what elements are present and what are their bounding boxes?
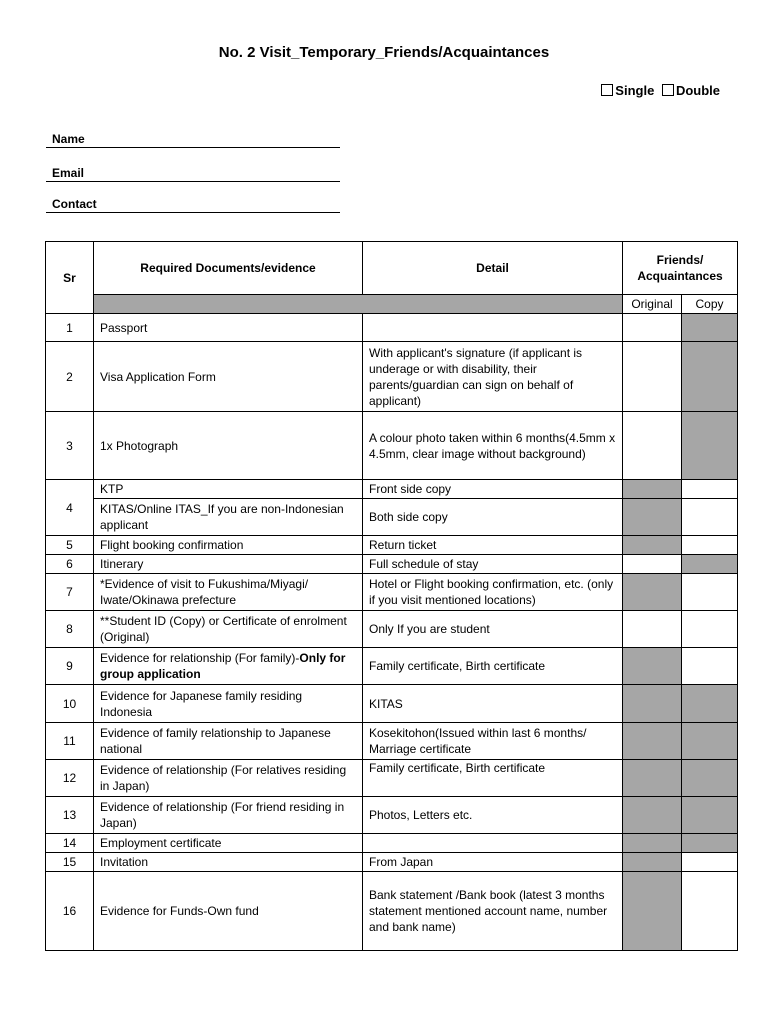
detail-cell: Family certificate, Birth certificate [363,760,623,797]
copy-shaded-cell [682,342,738,412]
table-row [46,834,738,853]
document-cell: *Evidence of visit to Fukushima/Miyagi/ Iwate/Okinawa prefecture [94,574,363,611]
row-number: 14 [46,834,94,853]
double-checkbox[interactable] [662,84,674,96]
detail-cell [363,834,623,853]
original-shaded-cell [623,760,682,797]
document-cell: Itinerary [94,555,363,574]
detail-cell: With applicant's signature (if applicant is underage or with disability, their parents/guardian can sign on behalf of applicant) [363,342,623,412]
table-row [46,536,738,555]
email-label: Email [52,166,85,180]
copy-shaded-cell [682,555,738,574]
document-cell [94,648,363,685]
header-original: Original [623,295,682,314]
table-row [46,760,738,797]
row-number: 7 [46,574,94,611]
table-row [46,499,738,536]
document-cell: Evidence of relationship (For friend residing in Japan) [94,797,363,834]
subheader-row [46,295,738,314]
copy-checkbox-cell[interactable] [682,648,738,685]
row-number: 5 [46,536,94,555]
header-group: Friends/ Acquaintances [623,242,738,295]
copy-checkbox-cell[interactable] [682,611,738,648]
table-row [46,872,738,951]
copy-checkbox-cell[interactable] [682,536,738,555]
row-number: 3 [46,412,94,480]
document-cell: KTP [94,480,363,499]
original-checkbox-cell[interactable] [623,314,682,342]
row-number: 13 [46,797,94,834]
detail-cell: Hotel or Flight booking confirmation, etc. (only if you visit mentioned locations) [363,574,623,611]
copy-shaded-cell [682,834,738,853]
original-shaded-cell [623,536,682,555]
row-number: 15 [46,853,94,872]
detail-cell: A colour photo taken within 6 months(4.5mm x 4.5mm, clear image without background) [363,412,623,480]
copy-shaded-cell [682,412,738,480]
table-row [46,797,738,834]
document-emphasis: Only for group application [100,651,346,681]
row-number: 16 [46,872,94,951]
original-shaded-cell [623,648,682,685]
original-checkbox-cell[interactable] [623,412,682,480]
name-field[interactable] [46,132,340,148]
document-cell: Evidence for Japanese family residing Indonesia [94,685,363,723]
copy-shaded-cell [682,685,738,723]
table-row [46,853,738,872]
row-number: 12 [46,760,94,797]
detail-cell: Front side copy [363,480,623,499]
original-shaded-cell [623,853,682,872]
original-shaded-cell [623,834,682,853]
row-number: 10 [46,685,94,723]
table-row [46,648,738,685]
header-detail: Detail [363,242,623,295]
detail-cell: Both side copy [363,499,623,536]
header-row [46,242,738,295]
detail-cell: KITAS [363,685,623,723]
original-shaded-cell [623,797,682,834]
copy-checkbox-cell[interactable] [682,480,738,499]
detail-cell: Family certificate, Birth certificate [363,648,623,685]
entry-type-options [601,83,720,98]
detail-cell: Only If you are student [363,611,623,648]
copy-shaded-cell [682,797,738,834]
document-cell: 1x Photograph [94,412,363,480]
row-number: 6 [46,555,94,574]
detail-cell [363,314,623,342]
single-label: Single [615,83,655,98]
copy-checkbox-cell[interactable] [682,853,738,872]
page-title: No. 2 Visit_Temporary_Friends/Acquaintances [218,44,550,61]
document-cell: Passport [94,314,363,342]
copy-shaded-cell [682,723,738,760]
row-number: 4 [46,480,94,536]
table-row [46,611,738,648]
detail-cell: Kosekitohon(Issued within last 6 months/ Marriage certificate [363,723,623,760]
document-cell: Flight booking confirmation [94,536,363,555]
original-shaded-cell [623,574,682,611]
row-number: 1 [46,314,94,342]
detail-cell: Return ticket [363,536,623,555]
detail-cell: From Japan [363,853,623,872]
original-shaded-cell [623,499,682,536]
table-row [46,723,738,760]
single-checkbox[interactable] [601,84,613,96]
double-label: Double [675,83,720,98]
copy-shaded-cell [682,314,738,342]
original-shaded-cell [623,723,682,760]
original-shaded-cell [623,480,682,499]
document-cell: Employment certificate [94,834,363,853]
row-number: 8 [46,611,94,648]
detail-cell: Photos, Letters etc. [363,797,623,834]
table-row [46,412,738,480]
header-copy: Copy [682,295,738,314]
original-shaded-cell [623,685,682,723]
contact-label: Contact [52,197,97,211]
original-checkbox-cell[interactable] [623,555,682,574]
document-cell: Visa Application Form [94,342,363,412]
row-number: 9 [46,648,94,685]
document-cell: Evidence of family relationship to Japanese national [94,723,363,760]
requirements-table [45,241,738,951]
table-row [46,342,738,412]
name-label: Name [52,132,85,146]
row-number: 2 [46,342,94,412]
document-cell: Invitation [94,853,363,872]
document-text: Evidence for relationship (For family)- [100,651,300,665]
detail-cell: Full schedule of stay [363,555,623,574]
table-row [46,574,738,611]
table-row [46,314,738,342]
document-cell: Evidence of relationship (For relatives residing in Japan) [94,760,363,797]
copy-shaded-cell [682,760,738,797]
shaded-separator [94,295,623,314]
copy-checkbox-cell[interactable] [682,499,738,536]
email-field[interactable] [46,166,340,182]
contact-field[interactable] [46,197,340,213]
header-sr: Sr [46,242,94,314]
table-row [46,555,738,574]
document-cell: **Student ID (Copy) or Certificate of enrolment (Original) [94,611,363,648]
original-checkbox-cell[interactable] [623,611,682,648]
copy-checkbox-cell[interactable] [682,574,738,611]
table-row [46,480,738,499]
original-shaded-cell [623,872,682,951]
document-cell: Evidence for Funds-Own fund [94,872,363,951]
copy-checkbox-cell[interactable] [682,872,738,951]
detail-cell: Bank statement /Bank book (latest 3 months statement mentioned account name, number and bank name) [363,872,623,951]
document-cell: KITAS/Online ITAS_If you are non-Indonesian applicant [94,499,363,536]
row-number: 11 [46,723,94,760]
header-documents: Required Documents/evidence [94,242,363,295]
original-checkbox-cell[interactable] [623,342,682,412]
table-row [46,685,738,723]
